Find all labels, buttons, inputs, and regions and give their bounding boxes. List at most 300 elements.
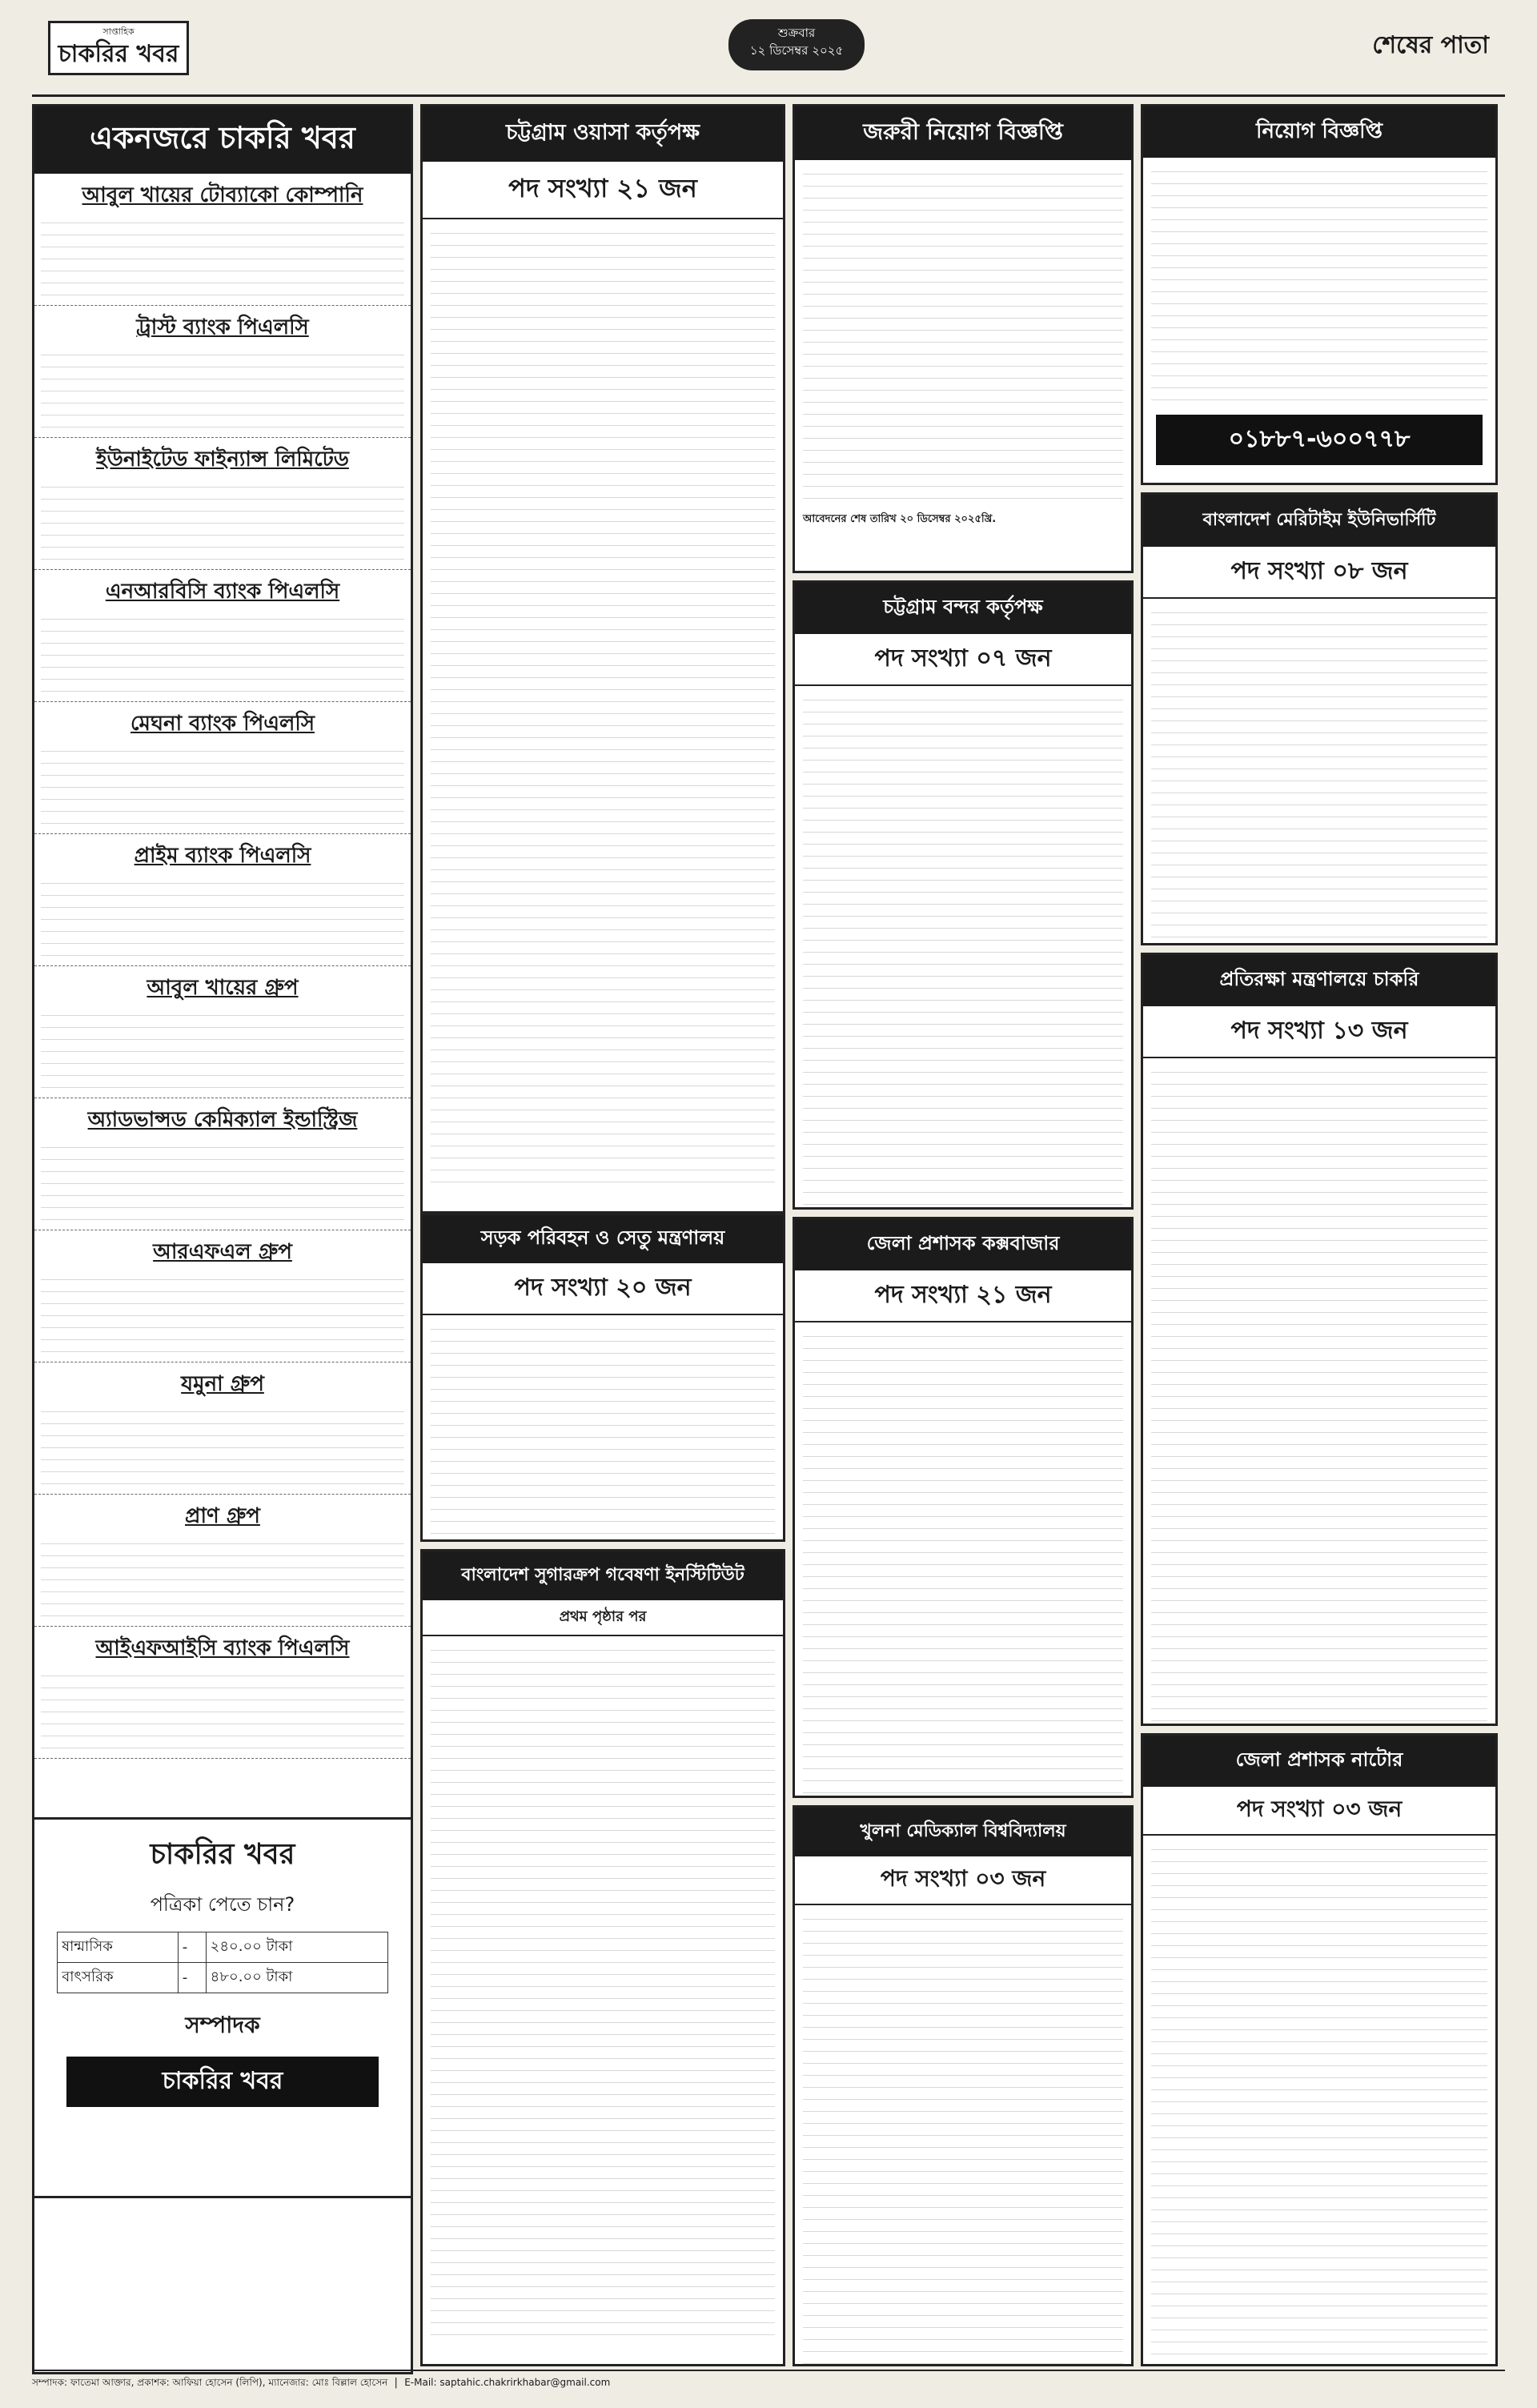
text-line <box>1151 2323 1487 2333</box>
text-line <box>1151 2239 1487 2249</box>
job-entry <box>34 1495 411 1627</box>
text-line <box>803 1912 1123 1922</box>
text-line <box>431 623 775 632</box>
text-line <box>431 2052 775 2061</box>
text-line <box>803 1750 1123 1760</box>
text-line <box>1151 393 1487 403</box>
text-line <box>1151 1114 1487 1123</box>
text-line <box>803 849 1123 859</box>
text-line <box>431 2064 775 2073</box>
sugarcrop-ad <box>420 1549 785 2366</box>
text-line <box>431 2028 775 2037</box>
text-line <box>431 443 775 452</box>
text-line <box>803 1402 1123 1411</box>
text-line <box>41 648 404 658</box>
text-line <box>41 612 404 622</box>
text-line <box>431 455 775 464</box>
text-line <box>431 971 775 981</box>
text-line <box>431 1479 775 1488</box>
text-line <box>1151 870 1487 880</box>
text-line <box>41 1213 404 1222</box>
job-entry <box>34 1230 411 1363</box>
text-line <box>1151 2251 1487 2261</box>
text-line <box>803 813 1123 823</box>
text-line <box>41 1417 404 1427</box>
wasa-body <box>423 219 783 1192</box>
text-line <box>431 1656 775 1665</box>
text-line <box>431 1812 775 1821</box>
text-line <box>41 1309 404 1318</box>
text-line <box>41 781 404 790</box>
text-line <box>41 1609 404 1619</box>
text-line <box>1151 1975 1487 1985</box>
jarury-deadline: আবেদনের শেষ তারিখ ২০ ডিসেম্বর ২০২৫খ্রি. <box>803 513 997 525</box>
text-line <box>431 227 775 236</box>
text-line <box>431 875 775 885</box>
text-line <box>803 1630 1123 1639</box>
text-line <box>1151 606 1487 616</box>
text-line <box>1151 1270 1487 1279</box>
text-line <box>1151 1594 1487 1603</box>
text-line <box>1151 2095 1487 2105</box>
sugarcrop-title: বাংলাদেশ সুগারক্রপ গবেষণা ইনস্টিটিউট <box>423 1551 783 1600</box>
text-line <box>1151 177 1487 187</box>
text-line <box>431 1848 775 1857</box>
text-line <box>431 1407 775 1416</box>
text-line <box>431 275 775 284</box>
text-line <box>1151 1522 1487 1531</box>
text-line <box>41 516 404 526</box>
roads-vacancy: পদ সংখ্যা ২০ জন <box>423 1263 783 1315</box>
text-line <box>431 887 775 897</box>
text-line <box>803 1654 1123 1664</box>
text-line <box>803 2261 1123 2270</box>
text-line <box>803 1414 1123 1423</box>
text-line <box>803 323 1123 333</box>
notice-title: নিয়োগ বিজ্ঞপ্তি <box>1143 106 1495 158</box>
text-line <box>803 1786 1123 1796</box>
text-line <box>431 2088 775 2097</box>
text-line <box>431 1788 775 1797</box>
text-line <box>431 2208 775 2217</box>
text-line <box>431 2220 775 2229</box>
text-line <box>1151 1867 1487 1876</box>
text-line <box>1151 1630 1487 1639</box>
text-line <box>1151 1486 1487 1495</box>
text-line <box>41 793 404 802</box>
text-line <box>1151 906 1487 916</box>
text-line <box>41 348 404 358</box>
text-line <box>803 2117 1123 2126</box>
text-line <box>803 1054 1123 1063</box>
text-line <box>1151 1510 1487 1519</box>
text-line <box>803 2165 1123 2174</box>
text-line <box>803 1150 1123 1159</box>
text-line <box>803 717 1123 727</box>
maritime-university-ad <box>1141 492 1498 945</box>
text-line <box>431 1896 775 1905</box>
text-line <box>803 1961 1123 1970</box>
port-authority-ad <box>793 580 1134 1210</box>
text-line <box>1151 1090 1487 1099</box>
text-line <box>431 2316 775 2326</box>
text-line <box>431 659 775 668</box>
text-line <box>1151 654 1487 664</box>
text-line <box>803 456 1123 465</box>
text-line <box>1151 1378 1487 1387</box>
text-line <box>431 1127 775 1137</box>
text-line <box>41 1573 404 1583</box>
wasa-title: চট্টগ্রাম ওয়াসা কর্তৃপক্ষ <box>423 106 783 162</box>
text-line <box>431 2016 775 2025</box>
text-line <box>1151 1066 1487 1075</box>
subscription-cell: বাৎসরিক <box>58 1963 179 1993</box>
text-line <box>803 191 1123 201</box>
text-line <box>803 1997 1123 2006</box>
text-line <box>803 335 1123 345</box>
text-line <box>431 1515 775 1524</box>
text-line <box>803 2093 1123 2102</box>
subscription-cell: ৪৮০.০০ টাকা <box>206 1963 387 1993</box>
text-line <box>803 1582 1123 1591</box>
text-line <box>41 672 404 682</box>
logo-small-text: সাপ্তাহিক <box>102 26 134 37</box>
text-line <box>431 1527 775 1536</box>
text-line <box>1151 1879 1487 1888</box>
text-line <box>1151 345 1487 355</box>
text-line <box>803 1198 1123 1207</box>
text-line <box>1151 1903 1487 1912</box>
text-line <box>803 287 1123 297</box>
text-line <box>803 347 1123 357</box>
text-line <box>431 839 775 849</box>
text-line <box>41 949 404 958</box>
text-line <box>803 729 1123 739</box>
text-line <box>1151 1102 1487 1111</box>
text-line <box>803 741 1123 751</box>
text-line <box>431 1491 775 1500</box>
text-line <box>41 552 404 562</box>
roads-title: সড়ক পরিবহন ও সেতু মন্ত্রণালয় <box>423 1215 783 1263</box>
text-line <box>1151 882 1487 892</box>
text-line <box>1151 1138 1487 1147</box>
text-line <box>1151 2131 1487 2141</box>
text-line <box>41 1561 404 1571</box>
text-line <box>431 1872 775 1881</box>
text-line <box>41 408 404 418</box>
text-line <box>803 468 1123 477</box>
khulna-title: খুলনা মেডিক্যাল বিশ্ববিদ্যালয় <box>795 1808 1131 1856</box>
company-name: প্রাইম ব্যাংক পিএলসি <box>134 844 311 868</box>
text-line <box>431 827 775 837</box>
company-name: এনআরবিসি ব্যাংক পিএলসি <box>105 580 340 604</box>
text-line <box>803 1426 1123 1435</box>
text-line <box>41 805 404 814</box>
text-line <box>803 921 1123 931</box>
imprint-footer: সম্পাদক: ফাতেমা আক্তার, প্রকাশক: আফিয়া হোসেন (লিপি), ম্যানেজার: মোঃ বিল্লাল হোসেন | E-Mail: saptahic.chakrirkhabar@gmail.com <box>32 2370 1505 2395</box>
job-entry <box>34 174 411 306</box>
text-line <box>41 492 404 502</box>
text-line <box>803 1985 1123 1994</box>
text-line <box>41 1177 404 1186</box>
text-line <box>803 2345 1123 2354</box>
roads-ministry-ad <box>420 1213 785 1542</box>
text-line <box>1151 1474 1487 1483</box>
text-line <box>431 911 775 921</box>
text-line <box>1151 834 1487 844</box>
text-line <box>1151 1150 1487 1159</box>
text-line <box>431 1346 775 1356</box>
text-line <box>1151 273 1487 283</box>
text-line <box>1151 1618 1487 1627</box>
text-line <box>803 275 1123 285</box>
text-line <box>431 2304 775 2314</box>
text-line <box>41 624 404 634</box>
text-line <box>1151 201 1487 211</box>
text-line <box>41 1681 404 1691</box>
text-line <box>1151 798 1487 808</box>
subscription-cell: - <box>178 1932 206 1963</box>
text-line <box>431 1151 775 1161</box>
text-line <box>1151 1606 1487 1615</box>
subscription-cell: ষান্মাসিক <box>58 1932 179 1963</box>
text-line <box>1151 1963 1487 1973</box>
subscription-cell: - <box>178 1963 206 1993</box>
text-line <box>803 1186 1123 1195</box>
text-line <box>431 995 775 1005</box>
text-line <box>431 1467 775 1476</box>
text-line <box>1151 1390 1487 1399</box>
text-line <box>1151 618 1487 628</box>
text-line <box>1151 2119 1487 2129</box>
text-line <box>431 599 775 608</box>
text-line <box>803 2213 1123 2222</box>
text-line <box>1151 333 1487 343</box>
text-line <box>41 216 404 226</box>
text-line <box>803 2129 1123 2138</box>
text-line <box>1151 894 1487 904</box>
text-line <box>803 443 1123 453</box>
text-line <box>1151 846 1487 856</box>
text-line <box>1151 381 1487 391</box>
text-line <box>431 263 775 272</box>
text-line <box>803 2177 1123 2186</box>
subscription-row <box>58 1932 388 1963</box>
text-line <box>431 1115 775 1125</box>
text-line <box>431 935 775 945</box>
text-line <box>431 671 775 680</box>
text-line <box>1151 1414 1487 1423</box>
notice-phone: ০১৮৮৭-৬০০৭৭৮ <box>1156 415 1483 465</box>
text-line <box>41 1705 404 1715</box>
text-line <box>1151 2107 1487 2117</box>
text-line <box>1151 2179 1487 2189</box>
page-label: শেষের পাতা <box>1372 31 1489 59</box>
text-line <box>1151 942 1487 945</box>
text-line <box>1151 1258 1487 1267</box>
text-line <box>431 311 775 320</box>
text-line <box>1151 666 1487 676</box>
text-line <box>1151 2215 1487 2225</box>
text-line <box>1151 642 1487 652</box>
text-line <box>803 1378 1123 1387</box>
text-line <box>431 1968 775 1977</box>
text-line <box>803 383 1123 393</box>
text-line <box>431 359 775 368</box>
text-line <box>1151 1246 1487 1255</box>
text-line <box>1151 249 1487 259</box>
text-line <box>1151 1558 1487 1567</box>
text-line <box>803 861 1123 871</box>
text-line <box>803 897 1123 907</box>
text-line <box>803 837 1123 847</box>
text-line <box>41 1057 404 1066</box>
text-line <box>431 719 775 728</box>
text-line <box>803 873 1123 883</box>
text-line <box>431 539 775 548</box>
text-line <box>41 1741 404 1751</box>
text-line <box>41 480 404 490</box>
text-line <box>1151 2059 1487 2069</box>
text-line <box>431 491 775 500</box>
text-line <box>431 779 775 789</box>
text-line <box>1151 297 1487 307</box>
text-line <box>431 1163 775 1173</box>
text-line <box>803 801 1123 811</box>
text-line <box>803 407 1123 417</box>
text-line <box>41 1465 404 1475</box>
text-line <box>1151 2203 1487 2213</box>
text-line <box>803 2285 1123 2294</box>
text-line <box>431 1334 775 1344</box>
text-line <box>803 1546 1123 1555</box>
text-line <box>803 1041 1123 1051</box>
text-line <box>803 359 1123 369</box>
text-line <box>431 299 775 308</box>
defence-body <box>1143 1058 1495 1726</box>
subscription-promo <box>32 1817 413 2198</box>
text-line <box>41 1321 404 1330</box>
text-line <box>431 407 775 416</box>
text-line <box>431 1740 775 1749</box>
text-line <box>41 1201 404 1210</box>
job-entry <box>34 966 411 1098</box>
text-line <box>803 167 1123 177</box>
text-line <box>803 1594 1123 1603</box>
text-line <box>431 1007 775 1017</box>
text-line <box>41 1597 404 1607</box>
natore-title: জেলা প্রশাসক নাটোর <box>1143 1736 1495 1787</box>
text-line <box>431 635 775 644</box>
text-line <box>1151 1174 1487 1183</box>
text-line <box>1151 1450 1487 1459</box>
imprint-email: E-Mail: saptahic.chakrirkhabar@gmail.com <box>404 2377 611 2388</box>
text-line <box>803 789 1123 799</box>
text-line <box>431 1800 775 1809</box>
text-line <box>803 2033 1123 2042</box>
text-line <box>41 1153 404 1162</box>
text-line <box>431 1031 775 1041</box>
text-line <box>1151 1855 1487 1864</box>
text-line <box>431 1443 775 1452</box>
text-line <box>803 2237 1123 2246</box>
text-line <box>1151 261 1487 271</box>
text-line <box>431 611 775 620</box>
text-line <box>41 1453 404 1463</box>
text-line <box>1151 702 1487 712</box>
text-line <box>1151 1366 1487 1375</box>
text-line <box>803 263 1123 273</box>
text-line <box>41 1081 404 1090</box>
text-line <box>431 1836 775 1845</box>
job-entry <box>34 702 411 834</box>
text-line <box>41 1537 404 1547</box>
job-entry <box>34 570 411 702</box>
text-line <box>1151 822 1487 832</box>
text-line <box>1151 2227 1487 2237</box>
issue-date <box>728 19 865 70</box>
text-line <box>803 753 1123 763</box>
text-line <box>431 1067 775 1077</box>
text-line <box>431 1019 775 1029</box>
text-line <box>431 707 775 716</box>
khulna-medical-ad <box>793 1805 1134 2366</box>
text-line <box>431 287 775 296</box>
jarury-body <box>795 160 1131 508</box>
text-line <box>803 1570 1123 1579</box>
text-line <box>1151 2155 1487 2165</box>
text-line <box>41 744 404 754</box>
text-line <box>41 396 404 406</box>
text-line <box>431 1980 775 1989</box>
text-line <box>803 1174 1123 1183</box>
text-line <box>431 2160 775 2169</box>
text-line <box>1151 1294 1487 1303</box>
text-line <box>431 2172 775 2181</box>
text-line <box>1151 2287 1487 2297</box>
text-line <box>41 528 404 538</box>
text-line <box>1151 2347 1487 2357</box>
port-title: চট্টগ্রাম বন্দর কর্তৃপক্ষ <box>795 583 1131 634</box>
text-line <box>803 2273 1123 2282</box>
text-line <box>431 251 775 260</box>
text-line <box>803 2045 1123 2054</box>
cox-vacancy: পদ সংখ্যা ২১ জন <box>795 1270 1131 1322</box>
maritime-vacancy: পদ সংখ্যা ০৮ জন <box>1143 547 1495 599</box>
notice-body <box>1143 158 1495 410</box>
text-line <box>803 1762 1123 1772</box>
text-line <box>1151 726 1487 736</box>
text-line <box>803 1498 1123 1507</box>
text-line <box>431 323 775 332</box>
cox-body <box>795 1322 1131 1798</box>
text-line <box>803 2153 1123 2162</box>
text-line <box>803 1690 1123 1700</box>
text-line <box>1151 918 1487 928</box>
text-line <box>803 1462 1123 1471</box>
text-line <box>431 803 775 813</box>
text-line <box>1151 1534 1487 1543</box>
text-line <box>803 1090 1123 1099</box>
text-line <box>803 1474 1123 1483</box>
text-line <box>431 371 775 380</box>
text-line <box>431 851 775 861</box>
text-line <box>431 1692 775 1701</box>
text-line <box>1151 1546 1487 1555</box>
port-body <box>795 686 1131 1210</box>
text-line <box>1151 1462 1487 1471</box>
text-line <box>431 1431 775 1440</box>
